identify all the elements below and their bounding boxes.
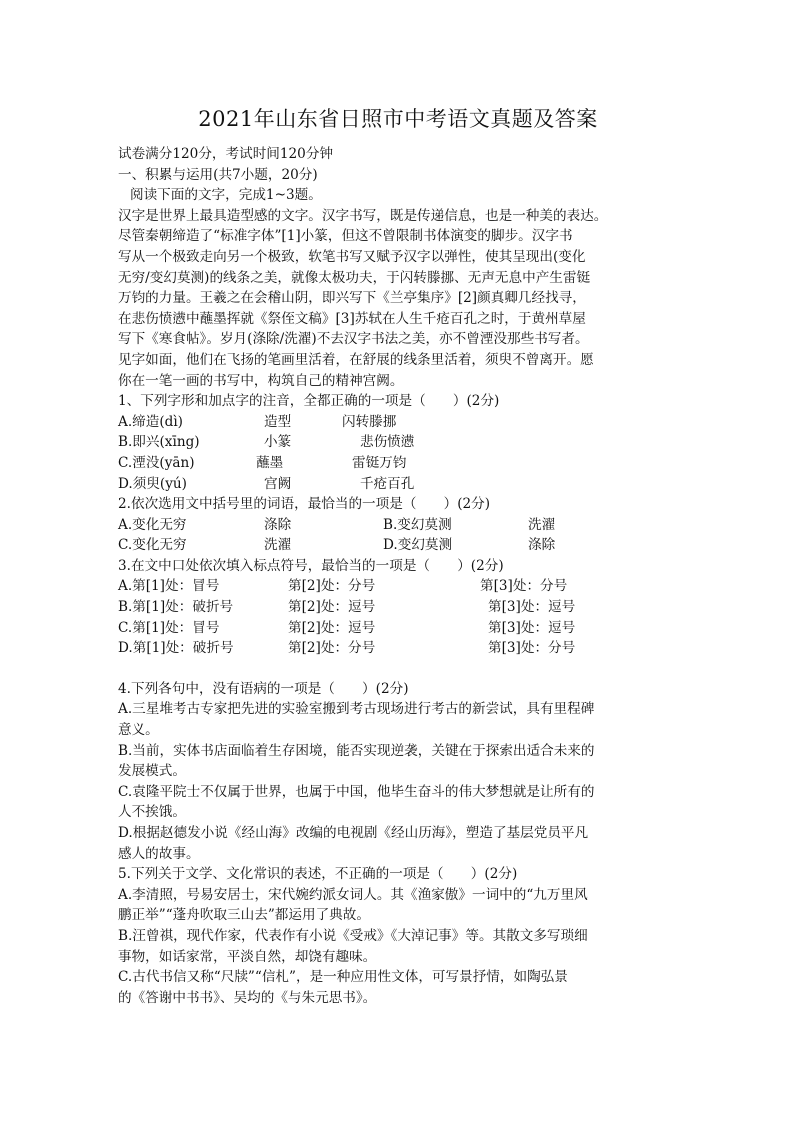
option-line: A.李清照，号易安居士，宋代婉约派女词人。其《渔家傲》一词中的“九万里风 <box>118 886 588 903</box>
option-text: 第[2]处：逗号 <box>288 599 376 616</box>
option-line: C.袁隆平院士不仅属于世界，也属于中国，他毕生奋斗的伟大梦想就是让所有的 <box>118 783 595 800</box>
option-text: 第[3]处：分号 <box>488 640 576 657</box>
option-line: 感人的故事。 <box>118 845 200 862</box>
option-line: 意义。 <box>118 722 159 739</box>
spacer <box>118 659 794 679</box>
option-text: C.第[1]处：冒号 <box>118 619 220 636</box>
passage-line: 汉字是世界上最具造型感的文字。汉字书写，既是传递信息，也是一种美的表达。 <box>118 207 608 224</box>
option-text: C.变化无穷 <box>118 537 187 554</box>
option-text: 小篆 <box>264 434 292 451</box>
option-line: 人不挨饿。 <box>118 804 186 821</box>
question-stem: 5.下列关于文学、文化常识的表述，不正确的一项是（ ）(2分) <box>118 866 518 883</box>
question-3 <box>118 556 794 659</box>
reading-instruction: 阅读下面的文字，完成1~3题。 <box>130 187 322 204</box>
question-stem: 4.下列各句中，没有语病的一项是（ ）(2分) <box>118 680 409 697</box>
option-row <box>118 515 794 536</box>
option-c <box>118 453 794 474</box>
option-text: 涤除 <box>264 516 292 533</box>
option-d <box>118 474 794 495</box>
option-a <box>118 412 794 433</box>
option-text: 宫阙 <box>264 475 292 492</box>
option-line: B.汪曾祺，现代作家，代表作有小说《受戒》《大淖记事》等。其散文多写琐细 <box>118 927 588 944</box>
option-text: D.第[1]处：破折号 <box>118 640 234 657</box>
option-line: 事物，如话家常，平淡自然，却饶有趣味。 <box>118 948 377 965</box>
question-4 <box>118 679 794 864</box>
question-1 <box>118 391 794 494</box>
option-line: B.当前，实体书店面临着生存困境，能否实现逆袭，关键在于探索出适合未来的 <box>118 742 595 759</box>
option-text: 悲伤愤懑 <box>360 434 415 451</box>
question-stem: 2.依次选用文中括号里的词语，最恰当的一项是（ ）(2分) <box>118 496 491 513</box>
option-text: C.湮没(yān) <box>118 454 195 471</box>
option-text: 洗濯 <box>528 516 556 533</box>
option-line: 鹏正举”“蓬舟吹取三山去”都运用了典故。 <box>118 907 370 924</box>
option-text: B.变幻莫测 <box>383 516 452 533</box>
option-text: 第[2]处：分号 <box>288 578 376 595</box>
question-stem: 3.在文中口处依次填入标点符号，最恰当的一项是（ ）(2分) <box>118 557 504 574</box>
option-line: 发展模式。 <box>118 763 186 780</box>
passage-line: 在悲伤愤懑中蘸墨挥就《祭侄文稿》[3]苏轼在人生千疮百孔之时，于黄州草屋 <box>118 310 586 327</box>
option-text: B.第[1]处：破折号 <box>118 599 234 616</box>
option-d <box>118 638 794 659</box>
passage-line: 尽管秦朝缔造了“标准字体”[1]小篆，但这不曾限制书体演变的脚步。汉字书 <box>118 228 573 245</box>
option-text: 第[2]处：分号 <box>288 640 376 657</box>
passage-line: 无穷/变幻莫测)的线条之美，就像太极功夫，于闪转滕挪、无声无息中产生雷铤 <box>118 269 591 286</box>
passage-line: 写从一个极致走向另一个极致，软笔书写又赋予汉字以弹性，使其呈现出(变化 <box>118 248 586 265</box>
passage-line: 万钧的力量。王羲之在会稽山阴，即兴写下《兰亭集序》[2]颜真卿几经找寻， <box>118 290 586 307</box>
question-stem: 1、下列字形和加点字的注音，全都正确的一项是（ ）(2分) <box>118 393 500 410</box>
option-row <box>118 535 794 556</box>
option-text: 第[3]处：逗号 <box>488 619 576 636</box>
option-text: 涤除 <box>528 537 556 554</box>
option-text: 洗濯 <box>264 537 292 554</box>
option-text: 闪转滕挪 <box>342 413 397 430</box>
option-text: 第[3]处：逗号 <box>488 599 576 616</box>
question-5 <box>118 864 794 1008</box>
option-text: A.变化无穷 <box>118 516 187 533</box>
option-line: A.三星堆考古专家把先进的实验室搬到考古现场进行考古的新尝试，具有里程碑 <box>118 701 595 718</box>
section-heading: 一、积累与运用(共7小题，20分) <box>118 166 318 183</box>
option-text: D.须臾(yú) <box>118 475 187 492</box>
option-text: 雷铤万钧 <box>352 454 407 471</box>
question-2 <box>118 494 794 556</box>
page-title: 2021年山东省日照市中考语文真题及答案 <box>198 107 598 131</box>
passage-line: 写下《寒食帖》。岁月(涤除/洗濯)不去汉字书法之美，亦不曾湮没那些书写者。 <box>118 331 589 348</box>
option-text: A.第[1]处：冒号 <box>118 578 220 595</box>
option-line: C.古代书信又称“尺牍”“信札”，是一种应用性文体，可写景抒情，如陶弘景 <box>118 969 568 986</box>
reading-passage <box>118 206 794 391</box>
option-text: D.变幻莫测 <box>383 537 453 554</box>
option-line: D.根据赵德发小说《经山海》改编的电视剧《经山历海》，塑造了基层党员平凡 <box>118 825 589 841</box>
option-text: 千疮百孔 <box>360 475 415 492</box>
exam-info: 试卷满分120分，考试时间120分钟 <box>118 146 334 162</box>
option-b <box>118 432 794 453</box>
option-text: 造型 <box>264 413 292 430</box>
option-text: B.即兴(xīng) <box>118 434 200 451</box>
passage-line: 你在一笔一画的书写中，构筑自己的精神宫阙。 <box>118 372 404 389</box>
passage-line: 见字如面，他们在飞扬的笔画里活着，在舒展的线条里活着，须臾不曾离开。愿 <box>118 351 594 368</box>
option-c <box>118 618 794 639</box>
option-text: 蘸墨 <box>256 454 284 471</box>
option-text: 第[3]处：分号 <box>480 578 568 595</box>
option-text: 第[2]处：逗号 <box>288 619 376 636</box>
option-text: A.缔造(dì) <box>118 413 183 430</box>
option-a <box>118 576 794 597</box>
option-b <box>118 597 794 618</box>
option-line: 的《答谢中书书》、吴均的《与朱元思书》。 <box>118 989 377 1006</box>
